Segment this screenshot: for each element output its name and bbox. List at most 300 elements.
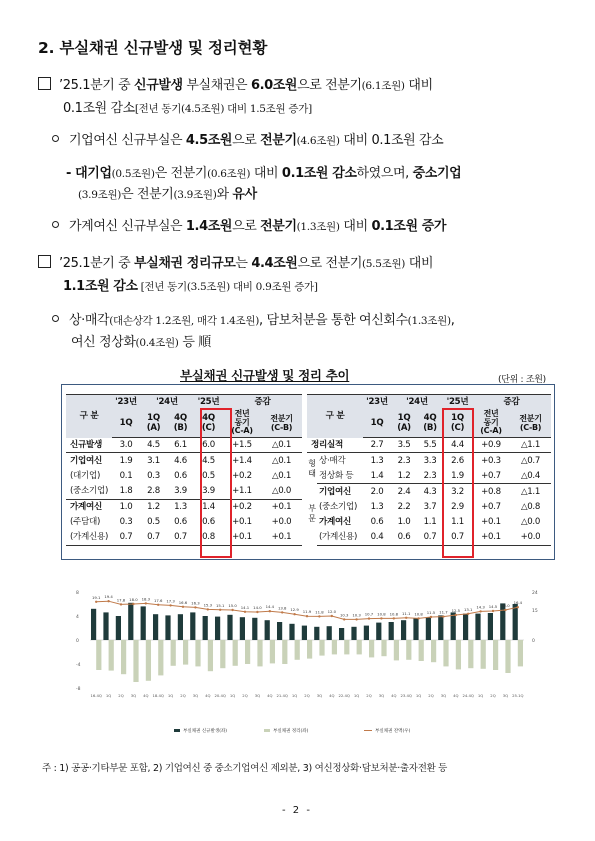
bar-cleared-npl [443,640,448,666]
bar-new-npl [203,616,208,640]
balance-data-label: 17.6 [153,597,163,603]
bar-new-npl [91,609,96,640]
bar-cleared-npl [158,640,163,675]
sub-clearance-methods: 상·매각(대손상각 1.2조원, 매각 1.4조원), 담보처분을 통한 여신회수(1.3조원), [52,309,454,328]
new-npl-table [66,394,302,546]
bar-cleared-npl [146,640,151,681]
table-cell: 3.0 [112,438,140,453]
table-cell: 6.1 [167,438,194,453]
row-label: 신규발생 [66,438,112,453]
table-cell: +0.8 [481,486,501,497]
x-tick-label: 1Q [105,693,112,698]
table-title: 부실채권 신규발생 및 정리 추이 [180,368,350,383]
table-cell: 3.5 [391,438,417,453]
side-label-type: 형 태 [308,458,316,478]
col-header-2024: '24년 [140,395,194,409]
col-header-1q: 1Q [112,409,140,438]
balance-data-label: 11.5 [426,610,436,615]
bar-cleared-npl [295,640,300,660]
balance-point [107,600,109,602]
balance-data-label: 19.4 [104,594,113,600]
table-cell: 0.6 [202,517,215,528]
x-tick-label: 2Q [118,693,124,698]
table-cell: 4.5 [202,455,215,466]
table-row [66,468,302,483]
x-tick-label: 3Q [378,693,385,698]
bar-new-npl [475,614,480,640]
table-cell: 2.4 [397,486,411,497]
table-cell: 2.3 [417,468,443,483]
table-cell: +0.7 [481,501,501,512]
balance-point [256,611,258,613]
bar-cleared-npl [481,640,486,669]
x-tick-label: 20.4Q [214,693,226,698]
circle-bullet-icon [52,135,59,142]
table-cell: 1.0 [119,502,133,512]
bar-new-npl [314,627,319,640]
table-cell: 1.3 [174,502,187,512]
x-tick-label: 3Q [192,693,199,698]
col-header-1q-a: 1Q (A) [391,409,417,438]
table-cell: 0.7 [417,530,443,545]
table-cell: △0.4 [510,468,551,483]
col-header-4q-b: 4Q (B) [167,409,194,438]
x-tick-label: 18.4Q [152,693,164,698]
table-row [66,514,302,529]
balance-data-label: 10.3 [339,612,349,618]
bar-new-npl [438,615,443,640]
bar-cleared-npl [233,640,238,666]
table-cell: 1.4 [202,502,215,512]
table-cell: 2.6 [451,455,464,466]
bar-new-npl [277,622,282,640]
x-tick-label: 3Q [316,693,323,698]
balance-point [169,604,171,606]
bar-new-npl [364,626,369,640]
balance-point [269,610,271,612]
dash-large-sme-cont: (3.9조원)은 전분기(3.9조원)와 유사 [78,187,257,202]
balance-data-label: 15.3 [203,602,213,608]
col-header-1q-c: 1Q (C) [443,409,472,438]
table-cell: +1.5 [223,438,261,453]
balance-data-label: 16.4 [513,600,523,606]
table-cell: 0.6 [174,517,187,528]
bar-cleared-npl [357,640,362,654]
balance-point [517,606,519,608]
balance-point [120,603,122,605]
table-cell: +1.4 [232,455,252,466]
table-cell: +0.1 [223,530,261,545]
x-tick-label: 4Q [205,693,211,698]
table-cell: 1.1 [451,517,464,528]
balance-point [293,613,295,615]
table-cell: +0.1 [481,517,501,528]
balance-point [380,617,382,619]
bar-cleared-npl [493,640,498,670]
bar-new-npl [302,626,307,640]
row-label: (가계신용) [66,530,112,545]
x-tick-label: 1Q [229,693,236,698]
bar-cleared-npl [195,640,200,666]
table-row [66,499,302,514]
col-header-yoy: 전년 동기 (C-A) [223,409,261,438]
unit-label: (단위 : 조원) [498,375,546,385]
bar-new-npl [128,603,133,640]
table-cell: 1.2 [147,502,160,512]
bar-cleared-npl [394,640,399,660]
balance-point [343,618,345,620]
bar-new-npl [327,626,332,640]
balance-data-label: 12.0 [327,609,337,614]
bullet-npl-clearance-cont: 1.1조원 감소 [전년 동기(3.5조원) 대비 0.9조원 증가] [63,279,318,294]
x-tick-label: 1Q [291,693,298,698]
x-tick-label: 21.4Q [276,693,288,698]
bar-new-npl [116,616,121,640]
table-cell: +0.0 [510,530,551,545]
dash-large-sme: - 대기업(0.5조원)은 전분기(0.6조원) 대비 0.1조원 감소하였으며, 중소기업 [66,166,462,181]
bar-cleared-npl [121,640,126,674]
table-row [307,530,551,545]
y-tick-label-left: 4 [76,615,79,620]
row-label: (대기업) [70,470,101,481]
balance-point [355,618,357,620]
bar-cleared-npl [96,640,101,670]
x-tick-label: 1Q [353,693,360,698]
table-cell: 0.7 [140,530,167,545]
y-tick-label-right: 24 [532,591,538,596]
table-cell: 0.6 [391,530,417,545]
row-label: 기업여신 [319,486,352,497]
balance-point [368,617,370,619]
col-header-qoq: 전분기 (C-B) [261,409,302,438]
col-header-yoy: 전년 동기 (C-A) [472,409,510,438]
balance-point [318,615,320,617]
x-tick-label: 2Q [366,693,372,698]
x-tick-label: 25.1Q [512,693,524,698]
row-label: 가계여신 [319,517,352,528]
x-tick-label: 22.4Q [338,693,350,698]
table-cell: 0.5 [202,470,215,481]
col-header-4q-c: 4Q (C) [194,409,223,438]
x-tick-label: 4Q [267,693,273,698]
table-cell: +1.1 [223,484,261,499]
bar-cleared-npl [133,640,138,682]
footnote: 주 : 1) 공공·기타부문 포함, 2) 기업여신 중 중소기업여신 제외분, 3) 여신정상화·담보처분·출자전환 등 [42,763,448,774]
table-cell: 2.0 [370,486,384,497]
y-tick-label-left: 8 [76,591,79,596]
col-header-2025: '25년 [194,395,223,409]
bar-new-npl [178,614,183,640]
balance-point [132,603,134,605]
balance-data-label: 15.0 [228,603,237,608]
table-cell: 1.4 [363,468,391,483]
bar-new-npl [451,612,456,640]
bar-cleared-npl [307,640,312,659]
table-cell: 1.2 [391,468,417,483]
balance-data-label: 11.9 [302,609,312,615]
balance-point [145,602,147,604]
bar-new-npl [215,617,220,640]
x-tick-label: 1Q [477,693,484,698]
sub-clearance-methods-cont: 여신 정상화(0.4조원) 등 順 [71,335,211,350]
bar-new-npl [500,603,505,640]
table-cell: 0.4 [363,530,391,545]
table-cell: △1.1 [520,486,541,497]
x-tick-label: 4Q [391,693,397,698]
col-header-qoq: 전분기 (C-B) [510,409,551,438]
x-tick-label: 2Q [490,693,496,698]
legend-label: 부실채권 신규발생(좌) [183,729,228,734]
checkbox-square-icon [38,255,51,268]
bar-cleared-npl [220,640,225,668]
table-cell: △0.1 [271,470,292,481]
row-label: 정리실적 [307,438,363,453]
balance-point [281,611,283,613]
bullet-new-npl-cont: 0.1조원 감소[전년 동기(4.5조원) 대비 1.5조원 증가] [63,101,312,116]
table-cell: 3.9 [194,484,223,499]
row-label: 상·매각 [319,455,346,466]
balance-point [393,617,395,619]
table-cell: 1.3 [370,501,384,512]
bar-cleared-npl [208,640,213,671]
balance-data-label: 14.3 [476,604,485,610]
bar-new-npl [240,617,245,640]
table-cell: +0.3 [481,455,501,466]
table-cell: +0.1 [232,517,252,528]
highlight-box-left [200,408,232,558]
bar-cleared-npl [332,640,337,654]
bar-cleared-npl [282,640,287,664]
table-cell: 3.9 [167,484,194,499]
balance-point [442,615,444,617]
x-tick-label: 4Q [329,693,335,698]
circle-bullet-icon [52,221,59,228]
bar-cleared-npl [518,640,523,666]
table-cell: 0.3 [147,470,160,481]
table-row [307,453,551,468]
bar-new-npl [289,624,294,640]
bar-new-npl [513,604,518,640]
col-header-2023: '23년 [363,395,391,409]
row-label: 정상화 등 [317,468,363,483]
row-label: (중소기업) [66,484,112,499]
balance-data-label: 11.8 [315,609,324,615]
bar-new-npl [376,623,381,640]
balance-data-label: 17.8 [116,597,126,603]
table-row [307,499,551,514]
col-header-2024: '24년 [391,395,443,409]
npl-trend-chart [64,572,548,758]
table-cell: 0.5 [147,517,160,528]
balance-point [467,613,469,615]
table-cell: 3.2 [451,486,464,497]
section-heading: 2. 부실채권 신규발생 및 정리현황 [38,39,268,57]
col-header-4q-b: 4Q (B) [417,409,443,438]
bar-new-npl [252,618,257,640]
table-cell: 3.7 [423,501,437,512]
table-cell: 0.8 [194,530,223,545]
y-tick-label-left: -4 [76,663,81,668]
x-tick-label: 24.4Q [462,693,474,698]
table-cell: 0.7 [112,530,140,545]
table-cell: 0.6 [174,470,187,481]
bar-cleared-npl [171,640,176,666]
col-header-1q-a: 1Q (A) [140,409,167,438]
balance-point [95,601,97,603]
col-header-group: 구 분 [66,395,112,438]
bar-cleared-npl [468,640,473,668]
x-tick-label: 2Q [242,693,248,698]
x-tick-label: 4Q [143,693,149,698]
table-cell: 3.3 [423,455,437,466]
balance-point [306,615,308,617]
bar-cleared-npl [257,640,262,666]
bar-new-npl [488,613,493,640]
balance-data-label: 13.1 [463,606,473,612]
table-cell: 1.8 [112,484,140,499]
balance-data-label: 16.6 [178,599,188,605]
x-tick-label: 2Q [428,693,434,698]
y-tick-label-right: 0 [532,639,535,644]
balance-data-label: 10.8 [377,611,386,617]
y-tick-label-right: 15 [532,609,538,614]
table-cell: +0.1 [261,530,302,545]
x-tick-label: 4Q [453,693,459,698]
table-cell: 1.9 [443,468,472,483]
table-cell: 0.1 [119,470,133,481]
balance-point [455,614,457,616]
row-label: (주담대) [70,517,101,528]
bar-new-npl [389,622,394,640]
balance-data-label: 12.9 [290,607,299,613]
table-cell: 0.3 [119,517,133,528]
table-row [307,514,551,529]
balance-data-label: 13.8 [277,605,287,611]
col-header-2025: '25년 [443,395,472,409]
bar-new-npl [339,628,344,640]
balance-data-label: 15.1 [215,602,225,608]
table-cell: +0.2 [232,502,252,512]
bar-cleared-npl [319,640,324,656]
balance-point [405,617,407,619]
table-cell: 5.5 [417,438,443,453]
bar-new-npl [103,612,108,640]
bullet-new-npl: ’25.1분기 중 신규발생 부실채권은 6.0조원으로 전분기(6.1조원) 대비 [38,74,433,93]
balance-data-label: 18.0 [129,597,138,602]
x-tick-label: 16.4Q [90,693,102,698]
balance-data-label: 15.0 [501,603,510,608]
balance-point [231,609,233,611]
balance-point [492,610,494,612]
balance-point [194,606,196,608]
balance-point [430,616,432,618]
bar-new-npl [227,615,232,640]
table-cell: 0.6 [370,517,384,528]
balance-point [207,608,209,610]
balance-data-label: 14.4 [265,604,275,610]
table-cell: △0.0 [520,517,541,528]
table-row [66,453,302,468]
table-row [307,438,551,453]
x-tick-label: 2Q [304,693,310,698]
legend-swatch-new [174,729,180,732]
sub-corporate-loans: 기업여신 신규부실은 4.5조원으로 전분기(4.6조원) 대비 0.1조원 감소 [52,129,443,148]
bar-new-npl [401,620,406,640]
balance-data-label: 18.3 [141,596,151,602]
bar-new-npl [351,627,356,640]
table-cell: 1.9 [119,455,133,466]
col-header-change: 증감 [472,395,551,409]
legend-label: 부실채권 잔액(우) [375,729,411,734]
balance-point [244,611,246,613]
table-row [307,484,551,499]
balance-point [417,617,419,619]
bar-cleared-npl [381,640,386,656]
row-label: (가계신용) [317,530,363,545]
table-cell: 2.3 [397,455,411,466]
bar-cleared-npl [505,640,510,673]
balance-data-label: 11.7 [439,609,448,615]
bar-cleared-npl [109,640,114,671]
table-cell: 3.1 [147,455,160,466]
col-header-2023: '23년 [112,395,140,409]
legend-swatch-clear [264,729,270,732]
table-cell: 2.2 [397,501,411,512]
x-tick-label: 23.4Q [400,693,412,698]
table-cell: △0.7 [520,455,541,466]
bar-cleared-npl [344,640,349,654]
table-cell: △0.1 [271,455,292,466]
col-header-group: 구 분 [307,395,363,438]
balance-data-label: 11.1 [401,610,411,616]
bar-new-npl [153,614,158,640]
table-cell: +0.9 [472,438,510,453]
col-header-change: 증감 [223,395,302,409]
table-cell: +0.7 [472,468,510,483]
bar-cleared-npl [431,640,436,662]
table-cell: 2.9 [451,501,464,512]
bar-new-npl [141,606,146,640]
table-cell: +0.1 [271,502,292,512]
row-label: 기업여신 [70,455,103,466]
legend-label: 부실채권 정리(좌) [273,729,309,734]
table-cell: △0.0 [261,484,302,499]
bar-cleared-npl [245,640,250,664]
x-tick-label: 3Q [254,693,261,698]
table-row [307,468,551,483]
y-tick-label-left: -8 [76,687,81,692]
table-cell: 2.8 [140,484,167,499]
balance-point [504,609,506,611]
table-cell: +0.0 [271,517,292,528]
balance-data-label: 10.3 [352,612,361,618]
side-label-sector: 부 문 [308,504,316,524]
balance-point [157,604,159,606]
x-tick-label: 1Q [167,693,174,698]
sub-household-loans: 가계여신 신규부실은 1.4조원으로 전분기(1.3조원) 대비 0.1조원 증가 [52,215,446,234]
table-cell: 4.3 [423,486,437,497]
x-tick-label: 1Q [415,693,422,698]
balance-point [182,606,184,608]
bar-new-npl [190,612,195,640]
balance-data-label: 14.1 [240,604,250,610]
bar-new-npl [463,614,468,640]
bar-cleared-npl [270,640,275,663]
balance-data-label: 19.1 [91,594,101,600]
y-tick-label-left: 0 [76,639,79,644]
table-row [66,484,302,499]
x-tick-label: 2Q [180,693,186,698]
